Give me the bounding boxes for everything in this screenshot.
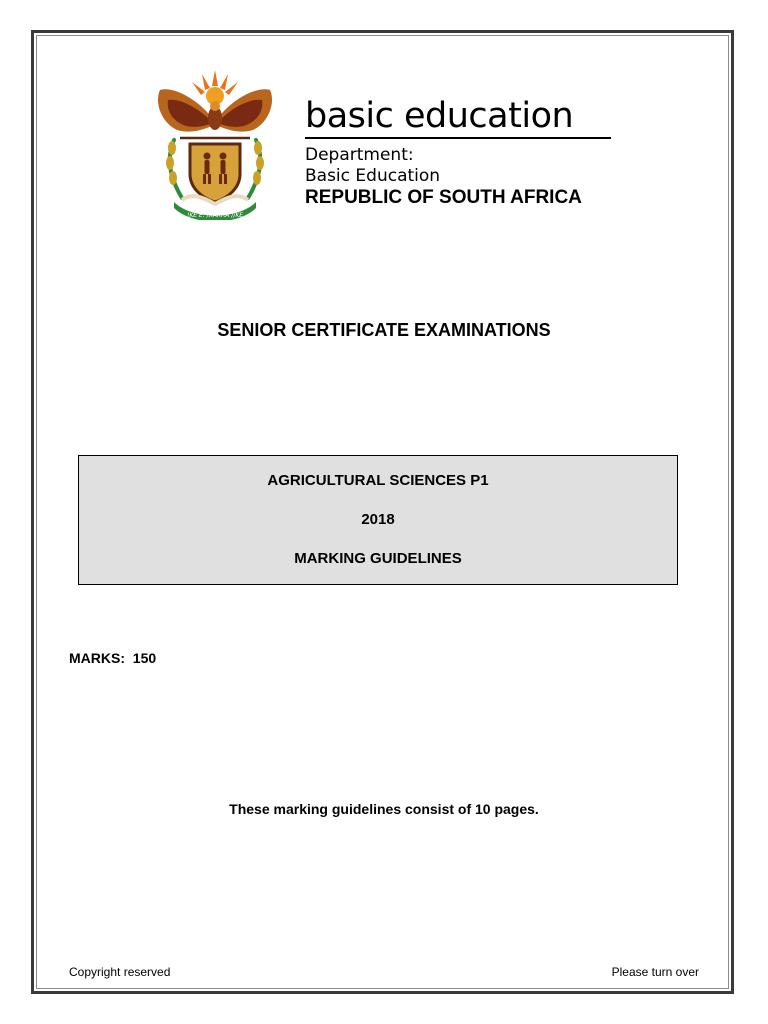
department-name: Basic Education [305,166,441,186]
brand-underline [305,137,611,139]
subject-box [78,455,678,585]
department-header [305,96,615,209]
marks-value: 150 [132,650,157,666]
footer-turn-over: Please turn over [611,965,699,979]
department-label: Department: [305,145,414,165]
coat-of-arms-icon [152,68,278,220]
svg-text:!KE E: /XARRA //KE: !KE E: /XARRA //KE [186,212,244,219]
marks-label: MARKS: [69,650,125,666]
pages-note: These marking guidelines consist of 10 pages. [229,801,539,817]
exam-title: SENIOR CERTIFICATE EXAMINATIONS [217,320,551,340]
brand-title: basic education [305,96,574,136]
country-name: REPUBLIC OF SOUTH AFRICA [305,187,582,208]
exam-year: 2018 [361,511,395,528]
document-type: MARKING GUIDELINES [294,550,462,567]
subject-name: AGRICULTURAL SCIENCES P1 [267,472,489,489]
marks-line [69,650,156,666]
footer-copyright: Copyright reserved [69,965,171,979]
